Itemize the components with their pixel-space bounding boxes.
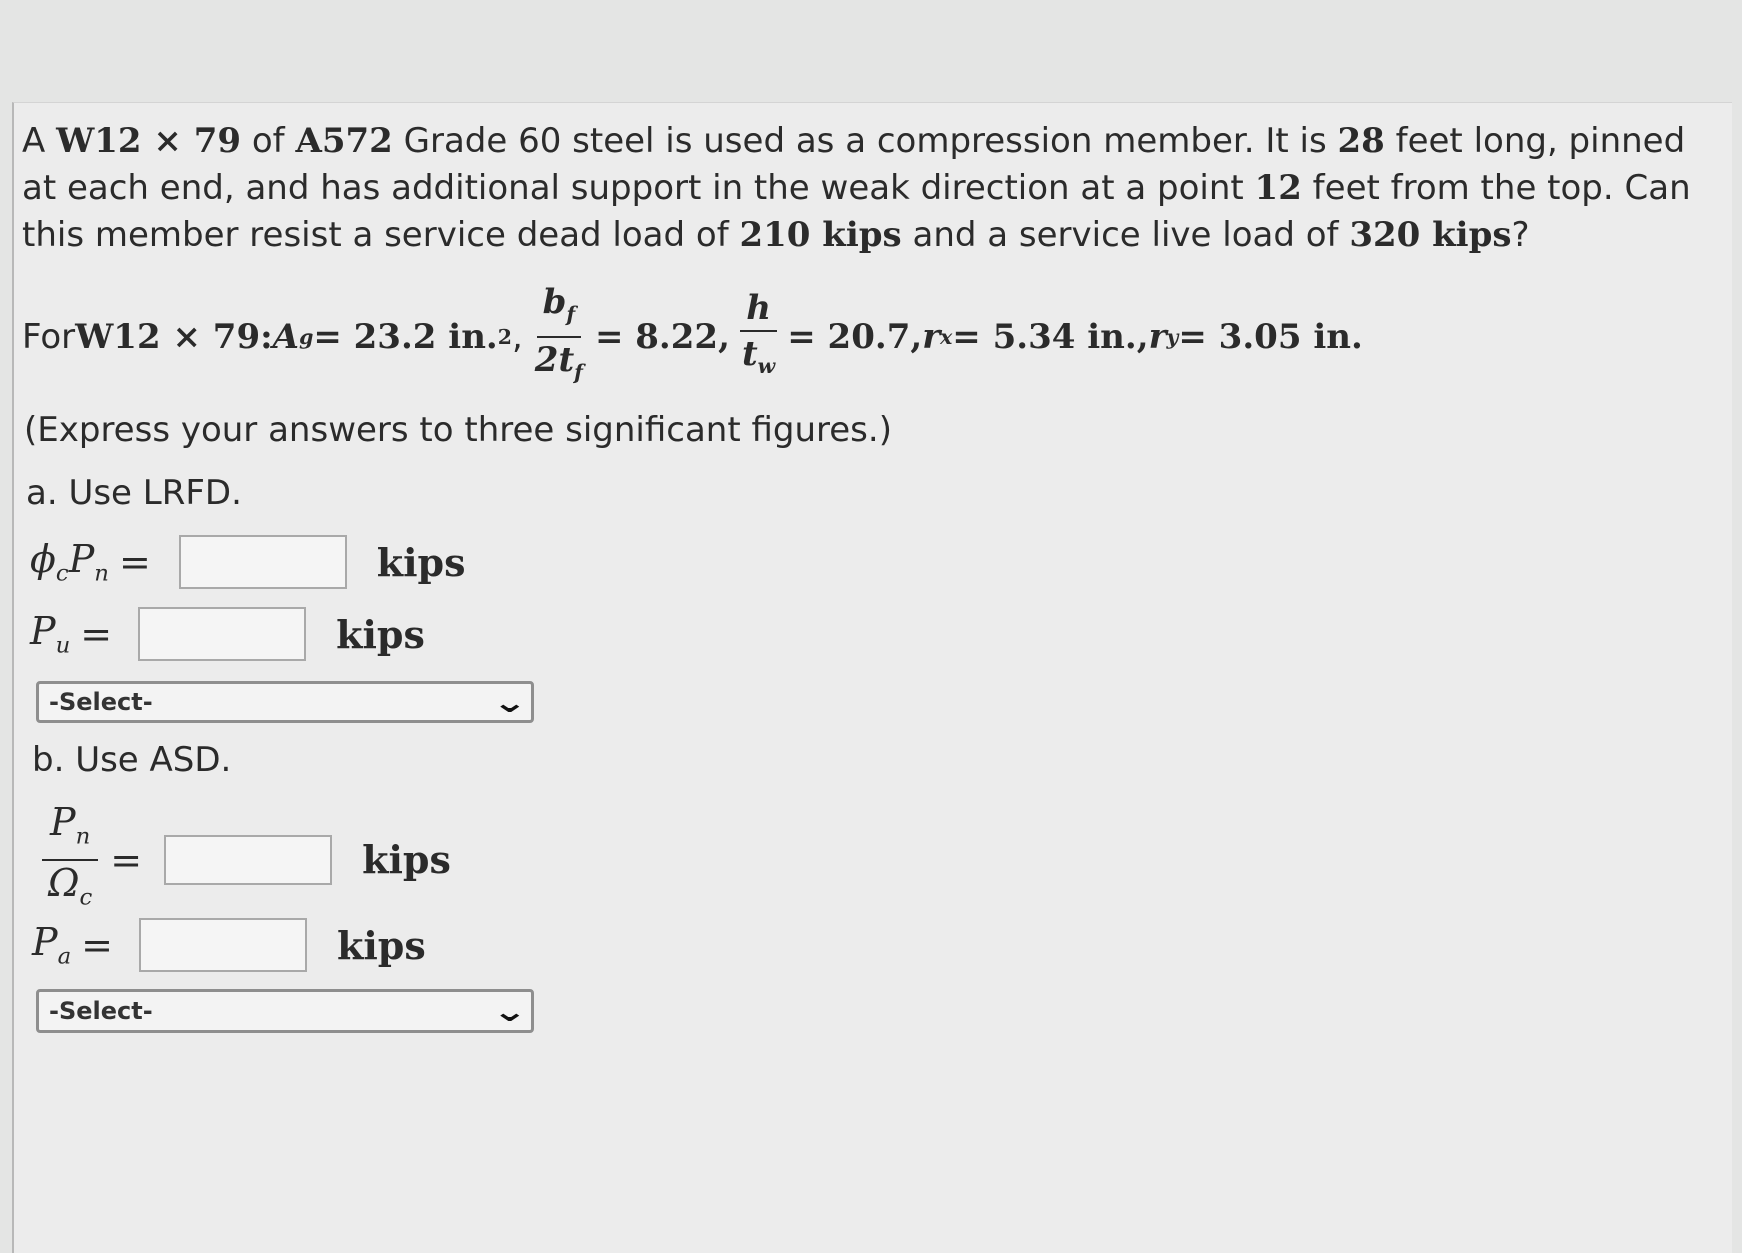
lrfd-select-dropdown[interactable]	[36, 681, 534, 723]
problem-statement: A W12 × 79 of A572 Grade 60 steel is used as a compression member. It is 28 feet long, pinned at each end, and has additional support in the weak direction at a point 12 feet from the top. Can this member resist a service dead load of 210 kips and a service live load of 320 kips?	[22, 121, 1691, 255]
lrfd-required-strength-row: $P_u$ = kips	[30, 607, 425, 661]
dead-load: 210 kips	[739, 215, 902, 255]
asd-required-strength-row: $P_a$ = kips	[32, 918, 426, 972]
part-b-heading: b. Use ASD.	[32, 740, 232, 780]
instruction-note: (Express your answers to three significant figures.)	[24, 410, 892, 450]
bf-ratio-fraction: $\frac{b_f}{2t_f}$	[534, 282, 583, 384]
section-designation: W12 × 79	[56, 121, 242, 161]
pa-input[interactable]	[139, 918, 307, 972]
unit-label: kips	[376, 539, 466, 585]
question-panel	[12, 102, 1732, 1253]
select-value: -Select-	[49, 997, 153, 1025]
live-load: 320 kips	[1349, 215, 1512, 255]
chevron-down-icon: ⌄	[491, 994, 527, 1028]
pn-omega-input[interactable]	[164, 835, 332, 885]
unit-label: kips	[336, 611, 425, 657]
asd-select-dropdown[interactable]	[36, 989, 534, 1033]
chevron-down-icon: ⌄	[491, 685, 527, 719]
given-properties: For W12 × 79 : A g = 23.2 in. 2 , $\frac{b_f}{2t_f}$ = 8.22, $\frac{h}{t_w}$ = 20.7, r x = 5.34 in., r y = 3.05 in.	[22, 282, 1722, 392]
member-length: 28	[1337, 121, 1385, 161]
part-a-heading: a. Use LRFD.	[26, 473, 242, 513]
lrfd-design-strength-row: $\phi_cP_n$ = kips	[30, 535, 466, 589]
h-tw-fraction: $\frac{h}{t_w}$	[741, 287, 776, 378]
select-value: -Select-	[49, 688, 153, 716]
unit-label: kips	[337, 922, 426, 968]
phi-pn-input[interactable]	[179, 535, 347, 589]
pu-input[interactable]	[138, 607, 306, 661]
steel-spec: A572	[295, 121, 393, 161]
asd-allowable-strength-row: $\frac{P_n}{\Omega_c}$ = kips	[40, 800, 451, 919]
support-distance: 12	[1254, 168, 1302, 208]
unit-label: kips	[362, 837, 451, 883]
